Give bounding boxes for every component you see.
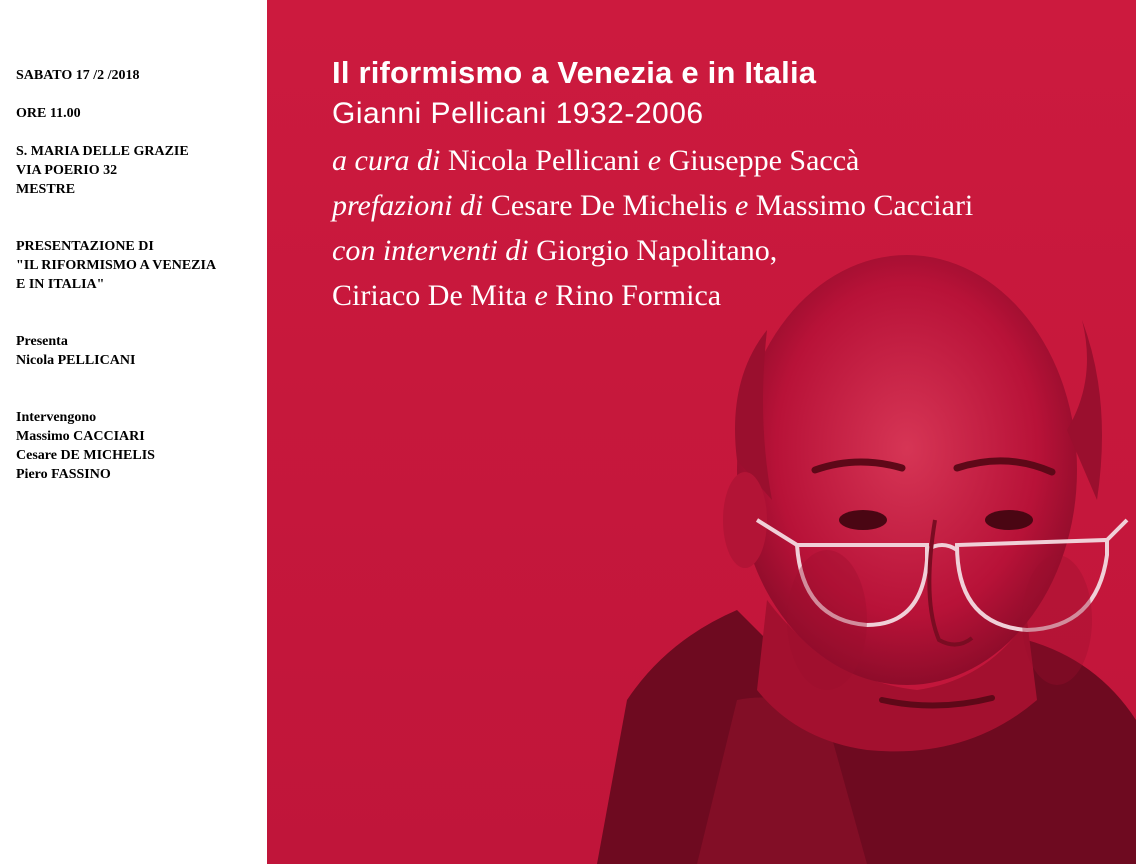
- curator-1: Nicola Pellicani: [447, 144, 641, 177]
- curator-2: Giuseppe Saccà: [668, 144, 860, 177]
- curated-prefix: a cura di: [332, 144, 441, 177]
- book-subtitle: Gianni Pellicani 1932-2006: [332, 97, 704, 130]
- contrib-conj: e: [534, 279, 548, 312]
- speakers-label: Intervengono: [16, 410, 97, 425]
- preface-conj: e: [735, 189, 749, 222]
- preface-1: Cesare De Michelis: [490, 189, 728, 222]
- preface-2: Massimo Cacciari: [755, 189, 974, 222]
- venue-line-2: VIA POERIO 32: [16, 163, 118, 178]
- event-time: ORE 11.00: [16, 106, 81, 121]
- presentation-line-2: "IL RIFORMISMO A VENEZIA: [16, 258, 217, 273]
- presentation-line-1: PRESENTAZIONE DI: [16, 239, 154, 254]
- presenter-name: Nicola PELLICANI: [16, 353, 136, 368]
- cover-text-block: [332, 52, 973, 318]
- book-title: Il riformismo a Venezia e in Italia: [332, 55, 817, 90]
- contrib-1: Giorgio Napolitano,: [536, 234, 778, 267]
- event-info-column: [0, 0, 267, 864]
- contrib-3: Rino Formica: [555, 279, 722, 312]
- curators-line: [332, 138, 973, 183]
- prefaces-line: [332, 183, 973, 228]
- presenter-label: Presenta: [16, 334, 68, 349]
- curator-conj: e: [647, 144, 662, 177]
- book-cover: [267, 0, 1136, 864]
- contributions-line-2: [332, 273, 973, 318]
- contrib-2: Ciriaco De Mita: [332, 279, 527, 312]
- speaker-2: Cesare DE MICHELIS: [16, 448, 155, 463]
- presentation-line-3: E IN ITALIA": [16, 277, 105, 292]
- event-date: SABATO 17 /2 /2018: [16, 68, 140, 83]
- contrib-prefix: con interventi di: [332, 234, 529, 267]
- speaker-1: Massimo CACCIARI: [16, 429, 145, 444]
- preface-prefix: prefazioni di: [332, 189, 484, 222]
- speaker-3: Piero FASSINO: [16, 467, 111, 482]
- venue-line-3: MESTRE: [16, 182, 76, 197]
- venue-line-1: S. MARIA DELLE GRAZIE: [16, 144, 189, 159]
- contributions-line-1: [332, 228, 973, 273]
